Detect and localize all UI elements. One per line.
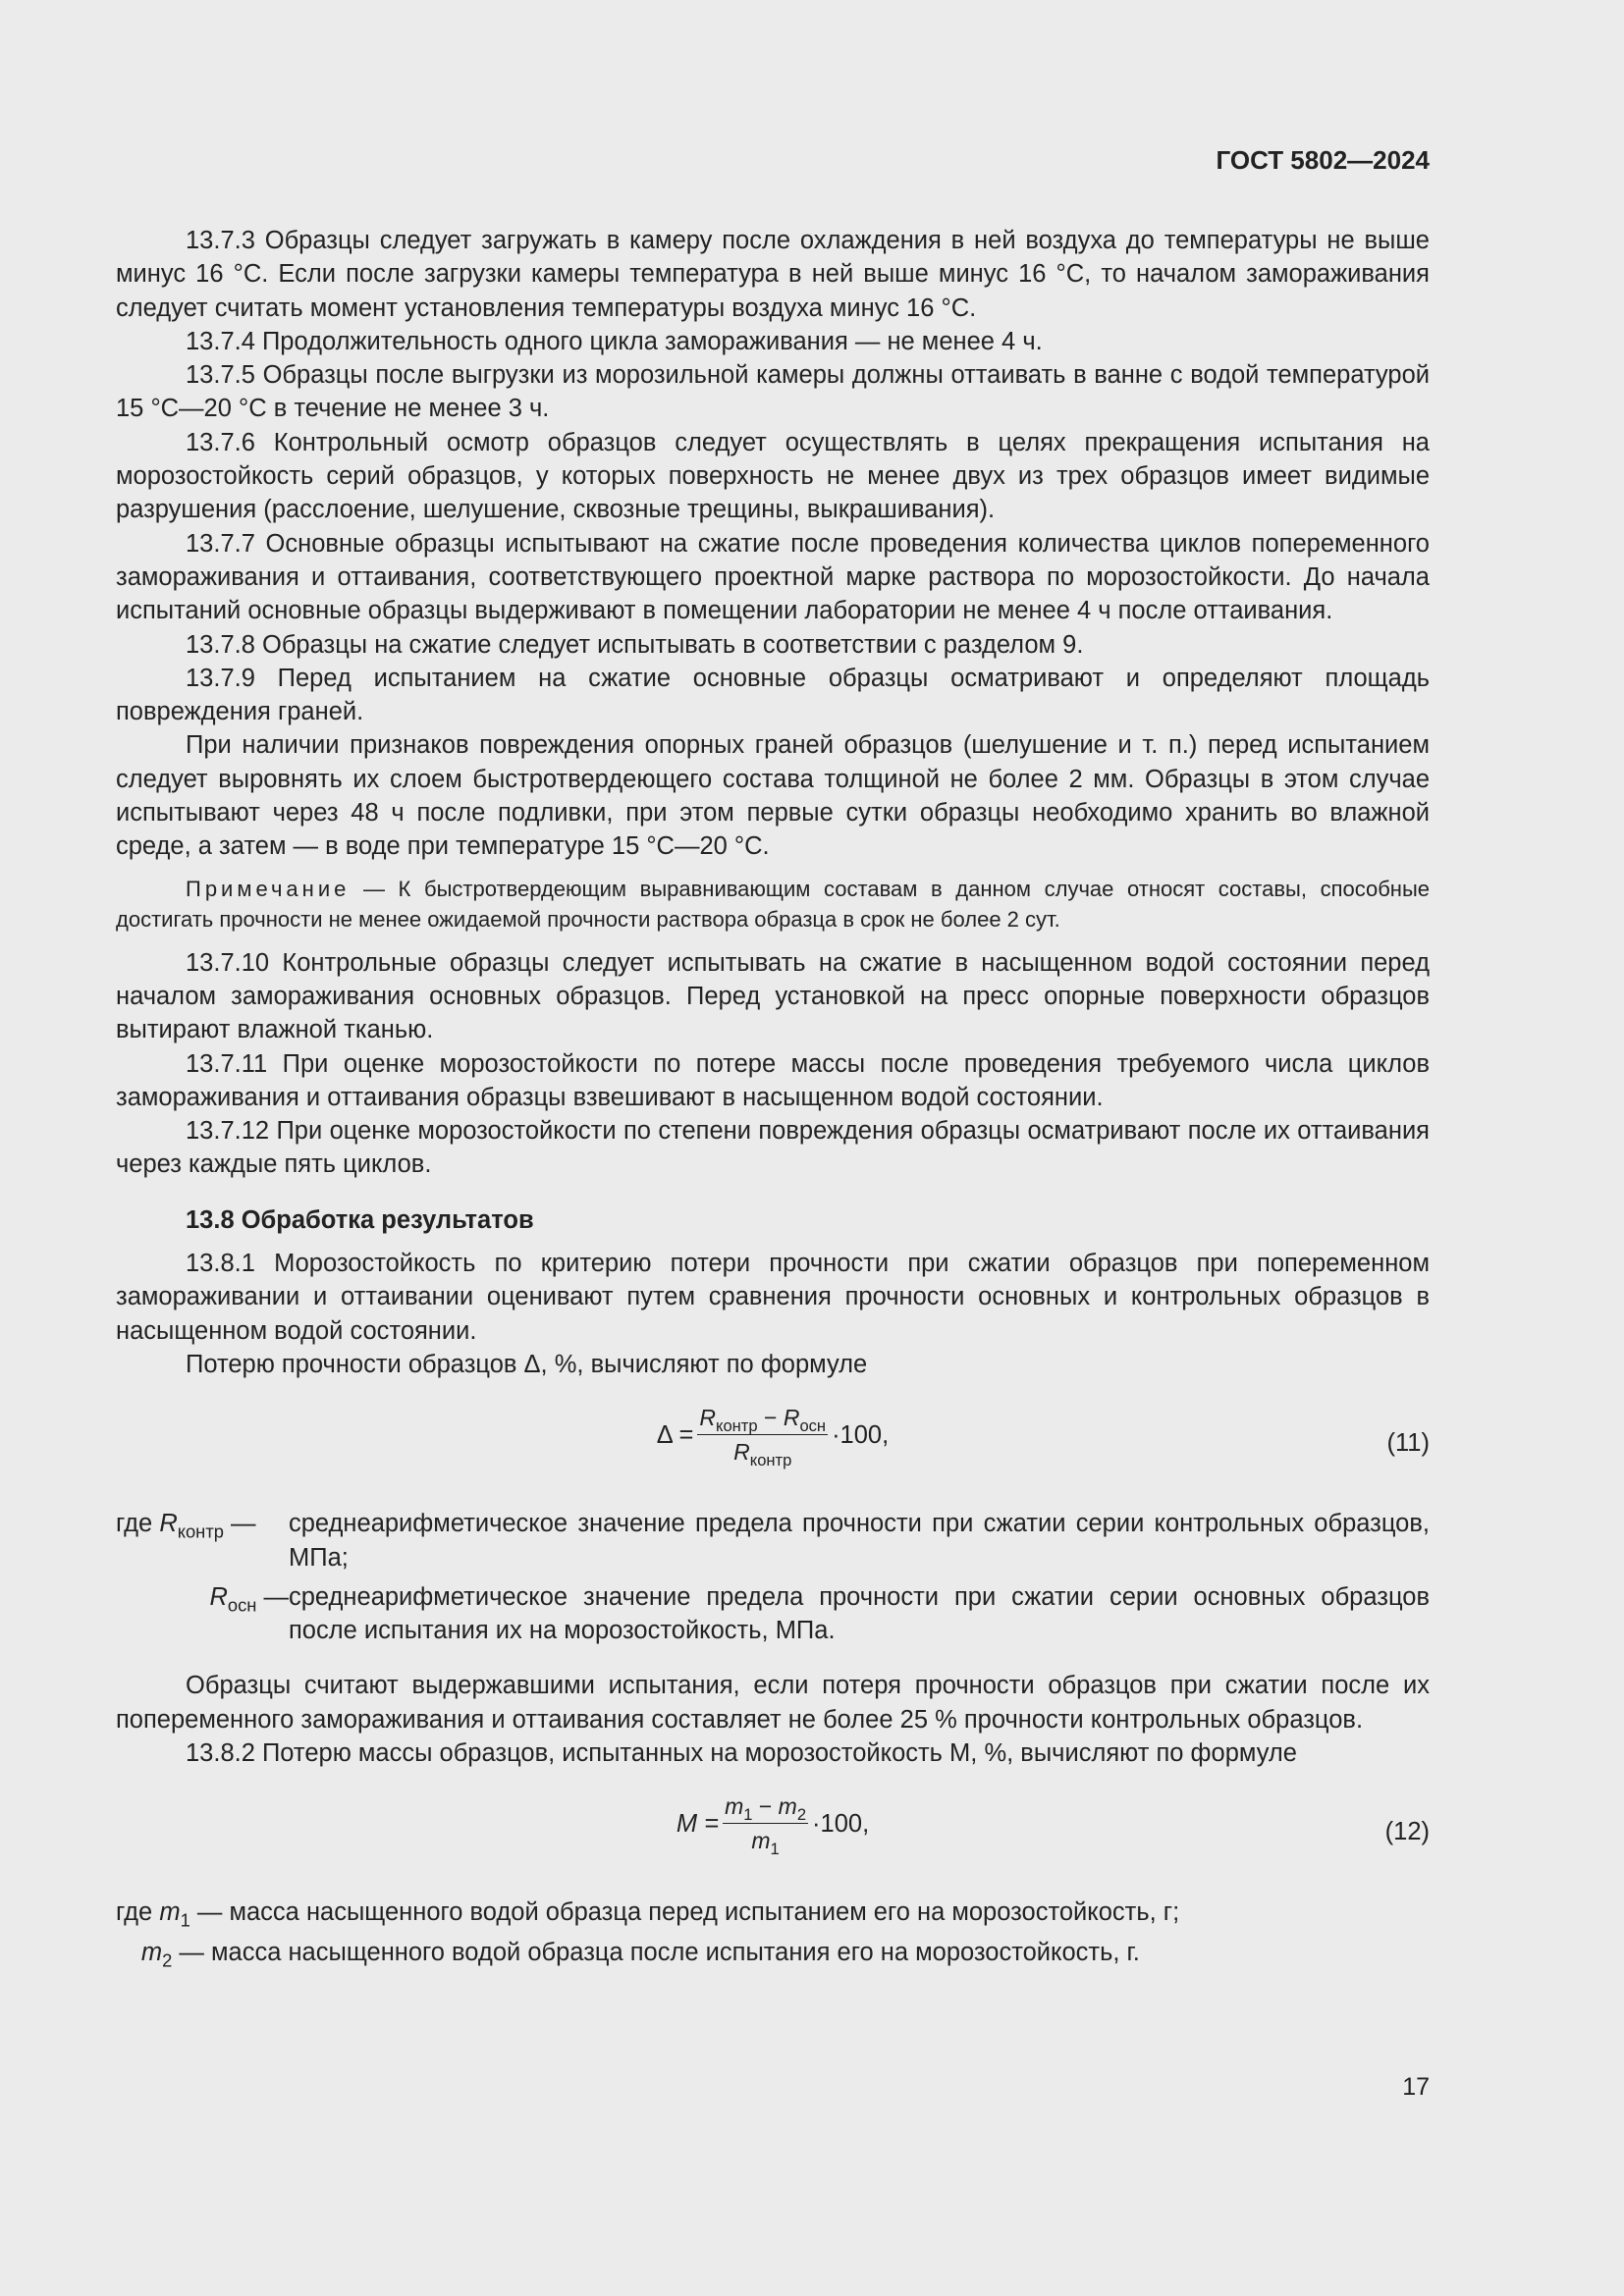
- paragraph: 13.7.3 Образцы следует загружать в камеру после охлаждения в ней воздуха до температуры не выше минус 16 °С. Если после загрузки камеры температура в ней выше минус 16 °С, то началом замораживания следует считать момент установления температуры воздуха минус 16 °С.: [116, 227, 1430, 322]
- formula-12: [116, 1782, 1430, 1876]
- subscript: контр: [716, 1415, 758, 1435]
- where-item: где $m_1$ — масса насыщенного водой образца перед испытанием его на морозостойкость, г;: [116, 1896, 1430, 1929]
- operator: −: [752, 1793, 779, 1820]
- document-body: [116, 224, 1430, 1975]
- formula-lhs: M =: [676, 1809, 720, 1838]
- paragraph: 13.7.11 При оценке морозостойкости по потере массы после проведения требуемого числа циклов замораживания и оттаивания образцы взвешивают в насыщенном водой состоянии.: [116, 1049, 1430, 1111]
- formula-multiplier: ·100,: [832, 1420, 890, 1449]
- formula-lhs: Δ =: [656, 1420, 694, 1449]
- symbol: R: [209, 1582, 228, 1611]
- symbol: m: [725, 1793, 744, 1820]
- paragraph: Образцы считают выдержавшими испытания, если потеря прочности образцов при сжатии после их попеременного замораживания и оттаивания составляет не более 25 % прочности контрольных образцов.: [116, 1672, 1430, 1734]
- where-description: масса насыщенного водой образца перед испытанием его на морозостойкость, г;: [229, 1898, 1180, 1927]
- symbol: m: [159, 1898, 181, 1927]
- formula-number: (12): [1384, 1818, 1430, 1846]
- paragraph: 13.7.4 Продолжительность одного цикла замораживания — не менее 4 ч.: [186, 327, 1043, 355]
- subscript: 1: [770, 1840, 780, 1859]
- operator: −: [757, 1405, 784, 1431]
- symbol: m: [778, 1793, 797, 1820]
- section-heading: 13.8 Обработка результатов: [186, 1205, 534, 1234]
- formula-fraction: [697, 1403, 828, 1467]
- where-description: масса насыщенного водой образца после испытания его на морозостойкость, г.: [211, 1938, 1140, 1966]
- subscript: 2: [162, 1949, 173, 1970]
- paragraph: Потерю прочности образцов Δ, %, вычисляют по формуле: [186, 1350, 868, 1378]
- symbol: m: [140, 1938, 163, 1966]
- page-number: 17: [1402, 2073, 1430, 2101]
- subscript: осн: [227, 1594, 257, 1616]
- paragraph: 13.8.2 Потерю массы образцов, испытанных на морозостойкость M, %, вычисляют по формуле: [186, 1738, 1297, 1767]
- paragraph: 13.7.9 Перед испытанием на сжатие основные образцы осматривают и определяют площадь повреждения граней.: [116, 664, 1430, 726]
- note-label: Примечание: [186, 876, 351, 901]
- paragraph: 13.7.5 Образцы после выгрузки из морозильной камеры должны оттаивать в ванне с водой температурой 15 °С—20 °С в течение не менее 3 ч.: [116, 361, 1430, 423]
- symbol: R: [783, 1405, 800, 1431]
- paragraph: 13.7.10 Контрольные образцы следует испытывать на сжатие в насыщенном водой состоянии перед началом замораживания основных образцов. Перед установкой на пресс опорные поверхности образцов вытирают влажной тканью.: [116, 948, 1430, 1044]
- subscript: осн: [799, 1415, 827, 1435]
- document-code: ГОСТ 5802—2024: [1216, 145, 1430, 175]
- paragraph: 13.7.6 Контрольный осмотр образцов следует осуществлять в целях прекращения испытания на морозостойкость серий образцов, у которых поверхность не менее двух из трех образцов имеет видимые разрушения (расслоение, шелушение, сквозные трещины, выкрашивания).: [116, 428, 1430, 524]
- paragraph: При наличии признаков повреждения опорных граней образцов (шелушение и т. п.) перед испытанием следует выровнять их слоем быстротвердеющего состава толщиной не более 2 мм. Образцы в этом случае испытывают через 48 ч после подливки, при этом первые сутки образцы необходимо хранить во влажной среде, а затем — в воде при температуре 15 °С—20 °С.: [116, 731, 1430, 861]
- symbol: R: [159, 1510, 178, 1538]
- formula-multiplier: ·100,: [812, 1809, 870, 1838]
- formula-fraction: [723, 1791, 808, 1859]
- note: [116, 874, 1430, 934]
- paragraph: 13.7.7 Основные образцы испытывают на сжатие после проведения количества циклов попеременного замораживания и оттаивания, соответствующего проектной марке раствора по морозостойкости. До начала испытаний основные образцы выдерживают в помещении лаборатории не менее 4 ч после оттаивания.: [116, 529, 1430, 625]
- where-item: $R_{осн}$ — среднеарифметическое значение предела прочности при сжатии серии основных образцов после испытания их на морозостойкость, МПа.: [116, 1580, 1430, 1648]
- subscript: контр: [749, 1450, 792, 1469]
- paragraph: 13.7.12 При оценке морозостойкости по степени повреждения образцы осматривают после их оттаивания через каждые пять циклов.: [116, 1117, 1430, 1179]
- formula-11: [116, 1393, 1430, 1487]
- where-description: среднеарифметическое значение предела прочности при сжатии серии контрольных образцов, МПа;: [289, 1510, 1430, 1572]
- note-text: — К быстротвердеющим выравнивающим составам в данном случае относят составы, способные достигать прочности не менее ожидаемой прочности раствора образца в срок не более 2 сут.: [116, 876, 1430, 932]
- symbol: m: [751, 1828, 771, 1854]
- where-item: где $R_{контр}$ — среднеарифметическое значение предела прочности при сжатии серии контрольных образцов, МПа;: [116, 1507, 1430, 1575]
- formula-number: (11): [1386, 1429, 1430, 1458]
- symbol: R: [733, 1439, 750, 1466]
- subscript: контр: [177, 1521, 224, 1542]
- where-list: [116, 1507, 1430, 1647]
- where-description: среднеарифметическое значение предела прочности при сжатии серии основных образцов после испытания их на морозостойкость, МПа.: [289, 1582, 1430, 1645]
- paragraph: 13.7.8 Образцы на сжатие следует испытывать в соответствии с разделом 9.: [186, 630, 1084, 659]
- symbol: R: [699, 1405, 717, 1431]
- where-item: $m_2$ — масса насыщенного водой образца после испытания его на морозостойкость, г.: [116, 1936, 1430, 1969]
- subscript: 1: [743, 1805, 753, 1825]
- where-list: [116, 1896, 1430, 1969]
- subscript: 1: [180, 1909, 190, 1931]
- subscript: 2: [796, 1805, 807, 1825]
- paragraph: 13.8.1 Морозостойкость по критерию потери прочности при сжатии образцов при попеременном замораживании и оттаивании оценивают путем сравнения прочности основных и контрольных образцов в насыщенном водой состоянии.: [116, 1250, 1430, 1345]
